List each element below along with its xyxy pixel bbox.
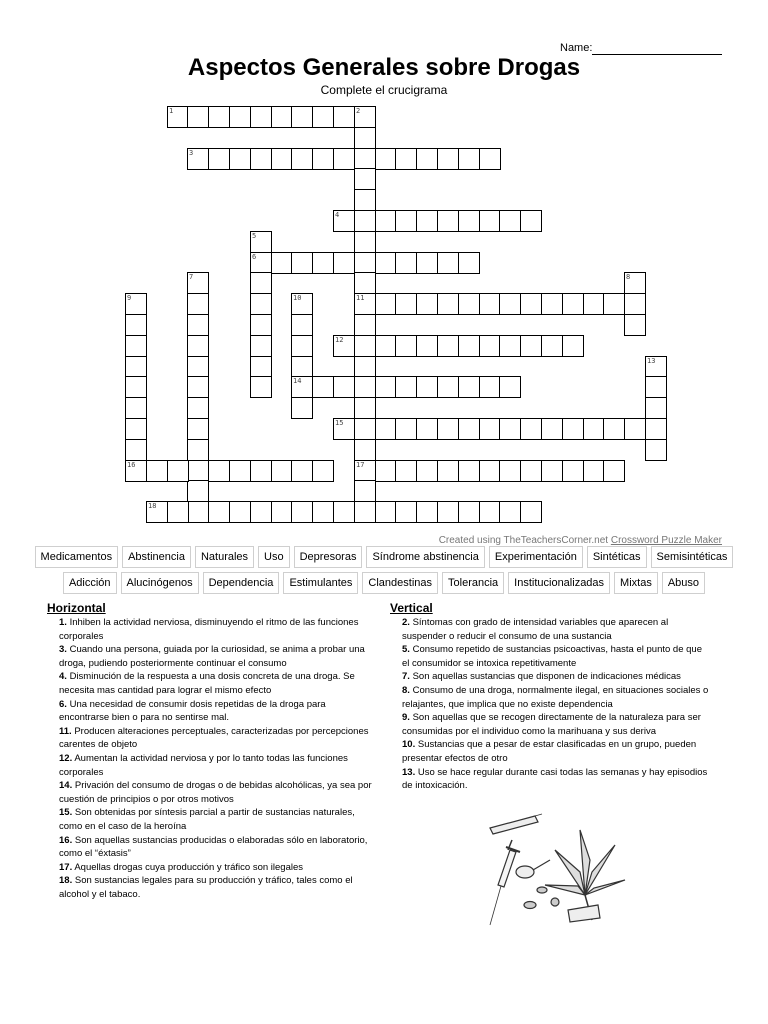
grid-cell[interactable] xyxy=(437,293,459,315)
grid-cell[interactable] xyxy=(333,252,355,274)
word-bank-row-1 xyxy=(0,546,768,568)
grid-cell[interactable] xyxy=(479,376,501,398)
clue-item xyxy=(47,616,372,643)
grid-cell[interactable] xyxy=(354,127,376,149)
grid-cell[interactable] xyxy=(416,148,438,170)
clue-text: Son sustancias legales para su producción y tráfico, tales como el alcohol y el tabaco. xyxy=(59,875,353,900)
grid-cell[interactable] xyxy=(479,148,501,170)
grid-cell[interactable] xyxy=(624,418,646,440)
grid-cell[interactable] xyxy=(250,335,272,357)
credit-text: Created using TheTeachersCorner.net xyxy=(438,535,609,546)
word-bank-item: Naturales xyxy=(195,546,254,568)
clue-item xyxy=(390,711,710,738)
clue-number-label: 7 xyxy=(189,273,194,281)
clue-number-label: 9 xyxy=(127,294,132,302)
grid-cell[interactable] xyxy=(645,356,667,378)
grid-cell[interactable] xyxy=(187,356,209,378)
clue-number: 9. xyxy=(402,712,410,724)
grid-cell[interactable] xyxy=(520,335,542,357)
word-bank-item: Abstinencia xyxy=(122,546,191,568)
grid-cell[interactable] xyxy=(395,148,417,170)
grid-cell[interactable] xyxy=(187,460,209,482)
clue-text: Aquellas drogas cuya producción y tráfico son ilegales xyxy=(74,861,304,873)
word-bank-item: Depresoras xyxy=(294,546,363,568)
clue-number-label: 10 xyxy=(293,294,302,302)
grid-cell[interactable] xyxy=(583,418,605,440)
grid-cell[interactable] xyxy=(437,335,459,357)
grid-cell[interactable] xyxy=(312,106,334,128)
grid-cell[interactable] xyxy=(250,231,272,253)
word-bank-item: Clandestinas xyxy=(362,572,438,594)
grid-cell[interactable] xyxy=(354,148,376,170)
grid-cell[interactable] xyxy=(479,335,501,357)
grid-cell[interactable] xyxy=(208,148,230,170)
grid-cell[interactable] xyxy=(437,460,459,482)
grid-cell[interactable] xyxy=(167,106,189,128)
grid-cell[interactable] xyxy=(458,460,480,482)
clue-text: Sustancias que a pesar de estar clasificadas en un grupo, pueden presentar efectos de otro xyxy=(402,739,697,764)
grid-cell[interactable] xyxy=(187,314,209,336)
clue-item xyxy=(47,643,372,670)
clue-text: Una necesidad de consumir dosis repetidas de la droga para encontrarse bien o para no sentirse mal. xyxy=(59,698,326,724)
grid-cell[interactable] xyxy=(375,148,397,170)
clue-item xyxy=(390,684,710,711)
grid-cell[interactable] xyxy=(437,376,459,398)
clue-item xyxy=(47,670,372,697)
grid-cell[interactable] xyxy=(312,148,334,170)
grid-cell[interactable] xyxy=(354,231,376,253)
grid-cell[interactable] xyxy=(187,106,209,128)
page-title: Aspectos Generales sobre Drogas xyxy=(187,54,581,81)
word-bank-item: Uso xyxy=(258,546,290,568)
clue-item xyxy=(47,752,372,779)
grid-cell[interactable] xyxy=(271,148,293,170)
clue-number-label: 16 xyxy=(127,461,136,469)
word-bank-item: Semisintéticas xyxy=(651,546,734,568)
grid-cell[interactable] xyxy=(312,376,334,398)
grid-cell[interactable] xyxy=(291,501,313,523)
word-bank-item: Síndrome abstinencia xyxy=(366,546,484,568)
grid-cell[interactable] xyxy=(375,460,397,482)
grid-cell[interactable] xyxy=(416,293,438,315)
grid-cell[interactable] xyxy=(520,293,542,315)
clue-number: 8. xyxy=(402,684,410,696)
clue-text: Uso se hace regular durante casi todas las semanas y hay episodios de intoxicación. xyxy=(402,766,708,792)
clue-number: 6. xyxy=(59,698,67,710)
grid-cell[interactable] xyxy=(354,252,376,274)
grid-cell[interactable] xyxy=(291,293,313,315)
grid-cell[interactable] xyxy=(375,252,397,274)
grid-cell[interactable] xyxy=(458,148,480,170)
grid-cell[interactable] xyxy=(354,356,376,378)
grid-cell[interactable] xyxy=(479,418,501,440)
grid-cell[interactable] xyxy=(458,252,480,274)
grid-cell[interactable] xyxy=(125,397,147,419)
grid-cell[interactable] xyxy=(458,376,480,398)
grid-cell[interactable] xyxy=(479,501,501,523)
drug-illustration xyxy=(480,810,630,935)
grid-cell[interactable] xyxy=(583,460,605,482)
grid-cell[interactable] xyxy=(416,460,438,482)
clue-number: 1. xyxy=(59,617,67,628)
clue-number-label: 12 xyxy=(335,336,344,344)
grid-cell[interactable] xyxy=(562,460,584,482)
grid-cell[interactable] xyxy=(333,376,355,398)
clue-number-label: 1 xyxy=(169,107,174,115)
grid-cell[interactable] xyxy=(562,335,584,357)
grid-cell[interactable] xyxy=(458,210,480,232)
clue-item xyxy=(390,643,710,670)
grid-cell[interactable] xyxy=(395,460,417,482)
grid-cell[interactable] xyxy=(187,272,209,294)
grid-cell[interactable] xyxy=(416,210,438,232)
grid-cell[interactable] xyxy=(354,501,376,523)
grid-cell[interactable] xyxy=(125,418,147,440)
grid-cell[interactable] xyxy=(208,460,230,482)
word-bank-item: Medicamentos xyxy=(35,546,119,568)
grid-cell[interactable] xyxy=(271,460,293,482)
word-bank-item: Adicción xyxy=(63,572,117,594)
grid-cell[interactable] xyxy=(645,397,667,419)
grid-cell[interactable] xyxy=(146,501,168,523)
grid-cell[interactable] xyxy=(291,252,313,274)
grid-cell[interactable] xyxy=(291,397,313,419)
grid-cell[interactable] xyxy=(520,501,542,523)
word-bank-item: Sintéticas xyxy=(587,546,647,568)
grid-cell[interactable] xyxy=(229,460,251,482)
grid-cell[interactable] xyxy=(187,480,209,502)
grid-cell[interactable] xyxy=(624,272,646,294)
grid-cell[interactable] xyxy=(416,501,438,523)
clue-text: Son obtenidas por síntesis parcial a partir de sustancias naturales, como en el caso de la heroína xyxy=(59,807,355,832)
grid-cell[interactable] xyxy=(437,252,459,274)
clue-text: Aumentan la actividad nerviosa y por lo tanto todas las funciones corporales xyxy=(59,752,348,778)
clue-item xyxy=(47,698,372,725)
clue-text: Consumo repetido de sustancias psicoactivas, hasta el punto de que el consumidor se intoxica repetitivamente xyxy=(402,644,702,669)
grid-cell[interactable] xyxy=(125,439,147,461)
grid-cell[interactable] xyxy=(583,293,605,315)
credit-line xyxy=(439,535,722,546)
grid-cell[interactable] xyxy=(354,189,376,211)
grid-cell[interactable] xyxy=(499,418,521,440)
grid-cell[interactable] xyxy=(229,106,251,128)
grid-cell[interactable] xyxy=(354,418,376,440)
clue-item xyxy=(47,834,372,861)
grid-cell[interactable] xyxy=(499,501,521,523)
clue-number: 12. xyxy=(59,752,73,764)
grid-cell[interactable] xyxy=(333,335,355,357)
grid-cell[interactable] xyxy=(645,418,667,440)
clue-number: 2. xyxy=(402,617,410,628)
grid-cell[interactable] xyxy=(479,293,501,315)
clue-number: 11. xyxy=(59,725,72,737)
word-bank-item: Alucinógenos xyxy=(121,572,199,594)
grid-cell[interactable] xyxy=(624,293,646,315)
grid-cell[interactable] xyxy=(416,252,438,274)
clue-number: 10. xyxy=(402,739,416,751)
grid-cell[interactable] xyxy=(562,418,584,440)
grid-cell[interactable] xyxy=(125,356,147,378)
grid-cell[interactable] xyxy=(562,293,584,315)
grid-cell[interactable] xyxy=(541,418,563,440)
clue-item xyxy=(390,738,710,765)
grid-cell[interactable] xyxy=(499,335,521,357)
clue-text: Son aquellas que se recogen directamente de la naturaleza para ser consumidas por el individuo como la marihuana y sus deriva xyxy=(402,712,701,737)
clue-text: Son aquellas sustancias producidas o elaboradas sólo en laboratorio, como el “éxtasis” xyxy=(59,834,368,860)
grid-cell[interactable] xyxy=(250,148,272,170)
clue-item xyxy=(47,874,372,901)
clue-number: 3. xyxy=(59,644,67,656)
grid-cell[interactable] xyxy=(645,376,667,398)
grid-cell[interactable] xyxy=(229,148,251,170)
grid-cell[interactable] xyxy=(375,376,397,398)
clue-number-label: 15 xyxy=(335,419,344,427)
clue-number: 15. xyxy=(59,807,73,819)
grid-cell[interactable] xyxy=(458,418,480,440)
word-bank-item: Mixtas xyxy=(614,572,658,594)
clue-item xyxy=(47,725,372,752)
word-bank-item: Institucionalizadas xyxy=(508,572,610,594)
clue-number-label: 5 xyxy=(252,232,257,240)
grid-cell[interactable] xyxy=(187,376,209,398)
clue-number-label: 14 xyxy=(293,377,302,385)
grid-cell[interactable] xyxy=(187,418,209,440)
grid-cell[interactable] xyxy=(312,501,334,523)
clue-number: 14. xyxy=(59,780,73,792)
grid-cell[interactable] xyxy=(354,376,376,398)
grid-cell[interactable] xyxy=(354,460,376,482)
clue-number-label: 8 xyxy=(626,273,631,281)
grid-cell[interactable] xyxy=(437,501,459,523)
grid-cell[interactable] xyxy=(416,418,438,440)
grid-cell[interactable] xyxy=(499,210,521,232)
word-bank-item: Dependencia xyxy=(203,572,280,594)
grid-cell[interactable] xyxy=(416,335,438,357)
clue-item xyxy=(47,779,372,806)
grid-cell[interactable] xyxy=(187,293,209,315)
grid-cell[interactable] xyxy=(458,335,480,357)
grid-cell[interactable] xyxy=(624,314,646,336)
grid-cell[interactable] xyxy=(167,501,189,523)
clue-number-label: 4 xyxy=(335,211,340,219)
grid-cell[interactable] xyxy=(375,418,397,440)
grid-cell[interactable] xyxy=(395,210,417,232)
clue-number-label: 2 xyxy=(356,107,361,115)
horizontal-heading: Horizontal xyxy=(47,601,106,615)
clue-item xyxy=(390,616,710,643)
grid-cell[interactable] xyxy=(354,397,376,419)
grid-cell[interactable] xyxy=(187,397,209,419)
vertical-heading: Vertical xyxy=(390,601,433,615)
grid-cell[interactable] xyxy=(250,293,272,315)
grid-cell[interactable] xyxy=(291,335,313,357)
grid-cell[interactable] xyxy=(375,210,397,232)
grid-cell[interactable] xyxy=(167,460,189,482)
grid-cell[interactable] xyxy=(125,293,147,315)
grid-cell[interactable] xyxy=(520,210,542,232)
grid-cell[interactable] xyxy=(291,460,313,482)
clue-number: 7. xyxy=(402,671,410,683)
grid-cell[interactable] xyxy=(187,148,209,170)
grid-cell[interactable] xyxy=(250,314,272,336)
clue-number: 13. xyxy=(402,766,416,778)
grid-cell[interactable] xyxy=(645,439,667,461)
credit-link[interactable]: Crossword Puzzle Maker xyxy=(610,535,722,546)
clue-number: 17. xyxy=(59,861,73,873)
grid-cell[interactable] xyxy=(291,376,313,398)
clue-text: Síntomas con grado de intensidad variables que aparecen al suspender o reducir el consumo de una sustancia xyxy=(402,617,669,642)
clue-number-label: 17 xyxy=(356,461,365,469)
word-bank-row-2 xyxy=(0,572,768,594)
clue-item xyxy=(390,670,710,684)
grid-cell[interactable] xyxy=(250,376,272,398)
clue-number: 4. xyxy=(59,671,67,683)
grid-cell[interactable] xyxy=(354,314,376,336)
grid-cell[interactable] xyxy=(541,293,563,315)
grid-cell[interactable] xyxy=(187,439,209,461)
grid-cell[interactable] xyxy=(271,252,293,274)
grid-cell[interactable] xyxy=(291,356,313,378)
grid-cell[interactable] xyxy=(541,335,563,357)
grid-cell[interactable] xyxy=(458,501,480,523)
grid-cell[interactable] xyxy=(395,501,417,523)
grid-cell[interactable] xyxy=(375,293,397,315)
grid-cell[interactable] xyxy=(354,293,376,315)
word-bank-item: Estimulantes xyxy=(283,572,358,594)
grid-cell[interactable] xyxy=(125,335,147,357)
grid-cell[interactable] xyxy=(395,376,417,398)
grid-cell[interactable] xyxy=(479,210,501,232)
grid-cell[interactable] xyxy=(395,293,417,315)
clue-number-label: 11 xyxy=(356,294,365,302)
grid-cell[interactable] xyxy=(437,210,459,232)
grid-cell[interactable] xyxy=(333,501,355,523)
page-subtitle: Complete el crucigrama xyxy=(320,83,448,97)
grid-cell[interactable] xyxy=(499,293,521,315)
grid-cell[interactable] xyxy=(146,460,168,482)
clue-number: 18. xyxy=(59,875,73,887)
grid-cell[interactable] xyxy=(354,210,376,232)
clue-number-label: 18 xyxy=(148,502,157,510)
clue-item xyxy=(47,861,372,875)
grid-cell[interactable] xyxy=(312,252,334,274)
grid-cell[interactable] xyxy=(291,314,313,336)
clue-text: Cuando una persona, guiada por la curiosidad, se anima a probar una droga, pudiendo posteriormente continuar el consumo xyxy=(59,644,365,669)
vertical-clues xyxy=(390,601,710,793)
grid-cell[interactable] xyxy=(333,106,355,128)
word-bank-item: Experimentación xyxy=(489,546,583,568)
grid-cell[interactable] xyxy=(541,460,563,482)
grid-cell[interactable] xyxy=(333,418,355,440)
grid-cell[interactable] xyxy=(354,106,376,128)
clue-text: Producen alteraciones perceptuales, caracterizadas por percepciones carentes de objeto xyxy=(59,725,369,751)
clue-text: Son aquellas sustancias que disponen de indicaciones médicas xyxy=(412,671,681,683)
grid-cell[interactable] xyxy=(208,106,230,128)
grid-cell[interactable] xyxy=(375,501,397,523)
grid-cell[interactable] xyxy=(354,439,376,461)
grid-cell[interactable] xyxy=(312,460,334,482)
grid-cell[interactable] xyxy=(520,460,542,482)
grid-cell[interactable] xyxy=(291,148,313,170)
grid-cell[interactable] xyxy=(395,418,417,440)
clue-text: Disminución de la respuesta a una dosis concreta de una droga. Se necesita mas cantidad para lograr el mismo efecto xyxy=(59,671,355,696)
grid-cell[interactable] xyxy=(354,335,376,357)
clue-item xyxy=(47,806,372,833)
clue-number-label: 13 xyxy=(647,357,656,365)
grid-cell[interactable] xyxy=(520,418,542,440)
grid-cell[interactable] xyxy=(187,335,209,357)
grid-cell[interactable] xyxy=(271,501,293,523)
clue-number: 5. xyxy=(402,644,410,656)
grid-cell[interactable] xyxy=(499,376,521,398)
grid-cell[interactable] xyxy=(250,272,272,294)
clue-number: 16. xyxy=(59,834,73,846)
grid-cell[interactable] xyxy=(416,376,438,398)
grid-cell[interactable] xyxy=(250,460,272,482)
grid-cell[interactable] xyxy=(395,252,417,274)
grid-cell[interactable] xyxy=(271,106,293,128)
grid-cell[interactable] xyxy=(291,106,313,128)
word-bank-item: Abuso xyxy=(662,572,705,594)
grid-cell[interactable] xyxy=(437,418,459,440)
grid-cell[interactable] xyxy=(250,252,272,274)
grid-cell[interactable] xyxy=(603,293,625,315)
grid-cell[interactable] xyxy=(333,210,355,232)
grid-cell[interactable] xyxy=(250,501,272,523)
grid-cell[interactable] xyxy=(208,501,230,523)
grid-cell[interactable] xyxy=(603,418,625,440)
grid-cell[interactable] xyxy=(458,293,480,315)
grid-cell[interactable] xyxy=(187,501,209,523)
clue-number-label: 6 xyxy=(252,253,257,261)
grid-cell[interactable] xyxy=(499,460,521,482)
grid-cell[interactable] xyxy=(125,460,147,482)
grid-cell[interactable] xyxy=(354,480,376,502)
grid-cell[interactable] xyxy=(333,148,355,170)
grid-cell[interactable] xyxy=(250,356,272,378)
grid-cell[interactable] xyxy=(395,335,417,357)
clue-item xyxy=(390,766,710,793)
grid-cell[interactable] xyxy=(229,501,251,523)
clue-text: Inhiben la actividad nerviosa, disminuyendo el ritmo de las funciones corporales xyxy=(59,617,359,642)
clue-text: Privación del consumo de drogas o de bebidas alcohólicas, ya sea por cuestión de principios o por otros motivos xyxy=(59,780,372,805)
word-bank-item: Tolerancia xyxy=(442,572,504,594)
name-label: Name: xyxy=(560,42,593,54)
grid-cell[interactable] xyxy=(125,314,147,336)
grid-cell[interactable] xyxy=(437,148,459,170)
grid-cell[interactable] xyxy=(375,335,397,357)
grid-cell[interactable] xyxy=(354,272,376,294)
grid-cell[interactable] xyxy=(250,106,272,128)
grid-cell[interactable] xyxy=(354,168,376,190)
grid-cell[interactable] xyxy=(125,376,147,398)
clue-text: Consumo de una droga, normalmente ilegal, en situaciones sociales o relajantes, que implica que no existe dependencia xyxy=(402,684,709,710)
grid-cell[interactable] xyxy=(479,460,501,482)
horizontal-clues xyxy=(47,601,372,901)
grid-cell[interactable] xyxy=(603,460,625,482)
clue-number-label: 3 xyxy=(189,149,194,157)
